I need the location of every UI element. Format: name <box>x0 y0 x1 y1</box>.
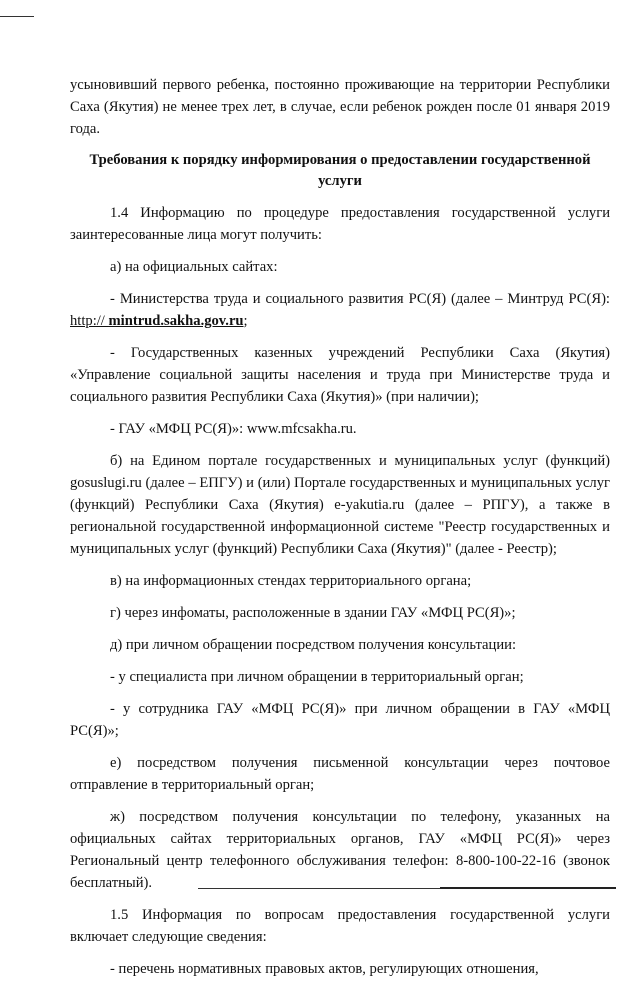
ministry-suffix: ; <box>243 313 248 329</box>
item-b: б) на Едином портале государственных и муниципальных услуг (функций) gosuslugi.ru (далее – ЕПГУ) и (или) Портале государственных и муниципальных услуг (функций) Республики Саха (Якутия) e-yakutia.ru (далее – РПГУ), а также в региональной государственной информационной системе "Реестр государственных и муниципальных услуг (функций) Республики Саха (Якутия)" (далее - Реестр); <box>70 453 610 557</box>
scan-margin-mark <box>0 16 34 17</box>
ministry-link[interactable] <box>70 313 244 329</box>
item-gku: - Государственных казенных учреждений Республики Саха (Якутия) «Управление социальной защиты населения и труда при Министерстве труда и социального развития Республики Саха (Якутия)» (при наличии); <box>70 345 610 405</box>
list-item-start: - перечень нормативных правовых актов, регулирующих отношения, <box>110 961 539 977</box>
item-d-1: - у специалиста при личном обращении в территориальный орган; <box>110 669 524 685</box>
item-d: д) при личном обращении посредством получения консультации: <box>110 637 517 653</box>
paragraph-intro: усыновивший первого ребенка, постоянно проживающие на территории Республики Саха (Якутия) не менее трех лет, в случае, если ребенок рожден после 01 января 2019 года. <box>70 77 610 137</box>
item-gau: - ГАУ «МФЦ РС(Я)»: www.mfcsakha.ru. <box>110 421 357 437</box>
section-heading: Требования к порядку информирования о предоставлении государственной услуги <box>89 152 591 189</box>
item-a: а) на официальных сайтах: <box>110 259 278 275</box>
paragraph-1-4: 1.4 Информацию по процедуре предоставления государственной услуги заинтересованные лица могут получить: <box>70 205 610 243</box>
item-e: е) посредством получения письменной консультации через почтовое отправление в территориальный орган; <box>70 755 610 793</box>
paragraph-1-5: 1.5 Информация по вопросам предоставления государственной услуги включает следующие сведения: <box>70 907 610 945</box>
ministry-link-domain: mintrud.sakha.gov.ru <box>108 313 244 329</box>
item-v: в) на информационных стендах территориального органа; <box>110 573 472 589</box>
document-body <box>70 74 610 990</box>
item-d-2: - у сотрудника ГАУ «МФЦ РС(Я)» при личном обращении в ГАУ «МФЦ РС(Я)»; <box>70 701 610 739</box>
ministry-link-protocol: http:// <box>70 313 109 329</box>
item-zh: ж) посредством получения консультации по телефону, указанных на официальных сайтах территориальных органов, ГАУ «МФЦ РС(Я)» через Региональный центр телефонного обслуживания телефон: 8-800-100-22-16 (звонок бесплатный). <box>70 809 610 891</box>
ministry-text: - Министерства труда и социального развития РС(Я) (далее – Минтруд РС(Я): <box>110 291 610 307</box>
footer-rule-thick <box>440 887 616 889</box>
item-ministry <box>70 288 610 332</box>
item-g: г) через инфоматы, расположенные в здании ГАУ «МФЦ РС(Я)»; <box>110 605 516 621</box>
